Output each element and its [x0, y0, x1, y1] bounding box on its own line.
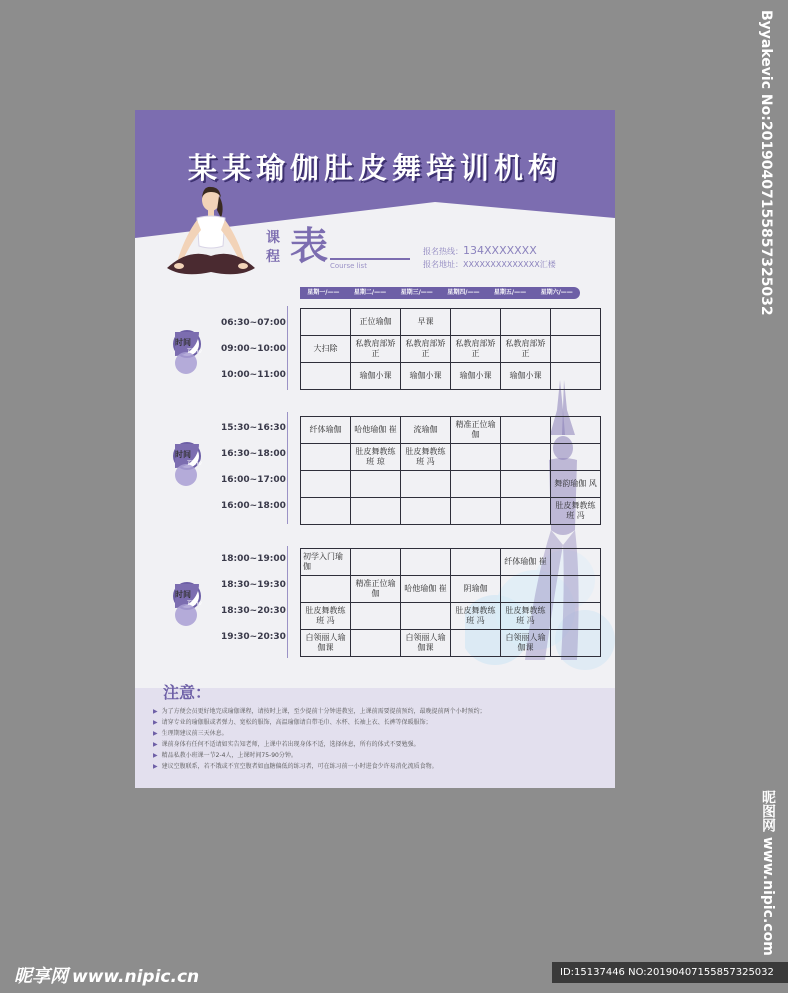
table-cell: 瑜伽小课 [401, 363, 451, 390]
badge-zh: 时间 [175, 590, 191, 599]
table-cell: 纤体瑜伽 崔 [501, 549, 551, 576]
time-slot: 10:00~11:00 [221, 370, 286, 380]
list-item: ▶ 精品私教小班课一节2-4人，上课时间75-90分钟。 [153, 752, 297, 759]
table-cell: 私教肩部矫正 [451, 336, 501, 363]
table-row [301, 576, 601, 603]
meditating-woman-icon [159, 186, 263, 284]
table-cell [301, 498, 351, 525]
table-cell: 白领丽人瑜伽课 [401, 630, 451, 657]
course-label [266, 229, 286, 267]
evening-schedule-table [300, 548, 601, 657]
table-cell [551, 549, 601, 576]
list-item: ▶ 请穿专业的瑜伽服或者弹力、宽松的服饰，高温瑜伽请自带毛巾、水杯、长袖上衣、长裤等保暖服饰； [153, 719, 432, 726]
table-row [301, 630, 601, 657]
time-slot: 19:30~20:30 [221, 632, 286, 642]
notes-list [153, 706, 486, 772]
table-cell [451, 309, 501, 336]
table-cell: 精准正位瑜伽 [351, 576, 401, 603]
course-big-char: 表 [290, 224, 329, 268]
time-slot: 15:30~16:30 [221, 423, 286, 433]
logo-url: www.nipic.cn [72, 967, 200, 987]
time-slot: 18:30~20:30 [221, 606, 286, 616]
table-cell [351, 630, 401, 657]
weekday-header-bar [300, 287, 580, 299]
table-cell: 舞韵瑜伽 风 [551, 471, 601, 498]
table-cell: 私教肩部矫正 [351, 336, 401, 363]
table-row [301, 603, 601, 630]
table-cell: 白领丽人瑜伽课 [301, 630, 351, 657]
address-value: XXXXXXXXXXXXXX汇楼 [463, 260, 556, 269]
hotline-label: 报名热线： [423, 247, 463, 256]
table-cell: 正位瑜伽 [351, 309, 401, 336]
table-cell [301, 444, 351, 471]
day-header: 星期三/—— [400, 289, 433, 296]
table-cell [401, 471, 451, 498]
watermark-text: 昵图网 www.nipic.com [760, 790, 776, 956]
table-cell [501, 444, 551, 471]
list-item: ▶ 建议空腹联系，若不饿或不宜空腹者如血糖偏低的练习者，可在练习前一小时进食少许易消化流质食物。 [153, 763, 438, 770]
table-cell [401, 549, 451, 576]
afternoon-timeline [287, 412, 288, 524]
table-cell: 哈他瑜伽 崔 [401, 576, 451, 603]
poster-title: 某某瑜伽肚皮舞培训机构 [187, 151, 562, 185]
table-cell [401, 603, 451, 630]
day-header: 星期六/—— [540, 289, 573, 296]
table-cell: 肚皮舞教练班 冯 [501, 603, 551, 630]
time-badge-afternoon [173, 442, 217, 486]
table-cell: 流瑜伽 [401, 417, 451, 444]
address [423, 259, 556, 270]
table-cell: 瑜伽小课 [451, 363, 501, 390]
badge-en: Time [187, 460, 202, 467]
nipic-logo [14, 962, 199, 988]
table-cell: 私教肩部矫正 [501, 336, 551, 363]
table-cell: 纤体瑜伽 [301, 417, 351, 444]
day-header: 星期二/—— [353, 289, 387, 296]
yoga-schedule-poster [135, 110, 615, 788]
table-cell: 早课 [401, 309, 451, 336]
table-cell: 肚皮舞教练班 冯 [301, 603, 351, 630]
table-cell [501, 417, 551, 444]
course-label-char-1: 课 [266, 230, 280, 246]
table-cell [451, 444, 501, 471]
list-item: ▶ 课前身体有任何不适请如实告知老师，上课中若出现身体不适，选择休息，所有的体式不要勉强。 [153, 741, 420, 748]
time-slot: 18:00~19:00 [221, 554, 286, 564]
table-cell [301, 309, 351, 336]
watermark-text: Byyakevic No:20190407155857325032 [758, 10, 774, 316]
table-cell: 肚皮舞教练班 冯 [551, 498, 601, 525]
table-cell [551, 576, 601, 603]
badge-zh: 时间 [175, 450, 191, 459]
table-cell [551, 309, 601, 336]
table-cell [401, 498, 451, 525]
time-slot: 16:00~17:00 [221, 475, 286, 485]
table-cell: 哈他瑜伽 崔 [351, 417, 401, 444]
time-slot: 16:30~18:00 [221, 449, 286, 459]
notes-title: 注意： [163, 683, 212, 702]
table-cell [551, 336, 601, 363]
table-row [301, 444, 601, 471]
hotline [423, 244, 537, 257]
time-badge-evening [173, 582, 217, 626]
evening-timeline [287, 546, 288, 658]
time-slot: 16:00~18:00 [221, 501, 286, 511]
hotline-value: 134XXXXXXX [463, 244, 537, 257]
time-slot: 18:30~19:30 [221, 580, 286, 590]
table-cell [551, 417, 601, 444]
logo-text: 昵享网 [14, 966, 68, 987]
table-cell [501, 498, 551, 525]
table-cell [351, 471, 401, 498]
badge-en: Time [187, 348, 202, 355]
table-cell: 大扫除 [301, 336, 351, 363]
watermark-right-bottom [758, 790, 784, 990]
table-cell [451, 630, 501, 657]
table-cell [451, 549, 501, 576]
list-item: ▶ 为了方便会员更好地完成瑜伽课程，请按时上课，至少提前十分钟进教室，上课前需要提前预约，最晚提前两个小时预约； [153, 708, 486, 715]
table-cell [551, 630, 601, 657]
table-cell [551, 603, 601, 630]
table-cell [351, 549, 401, 576]
table-cell: 肚皮舞教练班 冯 [451, 603, 501, 630]
table-cell [451, 471, 501, 498]
morning-timeline [287, 306, 288, 390]
table-row [301, 309, 601, 336]
notes-section [135, 688, 615, 788]
time-slot: 06:30~07:00 [221, 318, 286, 328]
table-cell: 白领丽人瑜伽课 [501, 630, 551, 657]
table-cell [551, 444, 601, 471]
badge-zh: 时间 [175, 338, 191, 347]
time-badge-morning [173, 330, 217, 374]
day-header: 星期五/—— [493, 289, 527, 296]
table-row [301, 498, 601, 525]
table-row [301, 336, 601, 363]
table-cell: 肚皮舞教练班 冯 [401, 444, 451, 471]
table-cell: 初学入门瑜伽 [301, 549, 351, 576]
table-row [301, 549, 601, 576]
course-label-char-2: 程 [266, 249, 280, 265]
list-item: ▶ 生理期建议前三天休息。 [153, 730, 228, 737]
course-title-underline [330, 258, 410, 260]
table-row [301, 363, 601, 390]
table-cell: 瑜伽小课 [351, 363, 401, 390]
table-cell [551, 363, 601, 390]
morning-schedule-table [300, 308, 601, 390]
time-slot: 09:00~10:00 [221, 344, 286, 354]
table-cell [501, 576, 551, 603]
watermark-right-top [758, 10, 784, 320]
image-id-strip: ID:15137446 NO:20190407155857325032 [552, 962, 788, 983]
day-header: 星期一/—— [307, 289, 340, 296]
table-cell [351, 603, 401, 630]
table-cell [501, 309, 551, 336]
table-cell [301, 363, 351, 390]
day-header: 星期四/—— [447, 289, 480, 296]
afternoon-schedule-table [300, 416, 601, 525]
table-cell [301, 576, 351, 603]
table-cell [451, 498, 501, 525]
table-cell: 私教肩部矫正 [401, 336, 451, 363]
table-cell [351, 498, 401, 525]
table-cell [501, 471, 551, 498]
table-cell [301, 471, 351, 498]
course-list-en: Course list [330, 262, 367, 270]
table-cell: 肚皮舞教练班 琼 [351, 444, 401, 471]
table-cell: 精准正位瑜伽 [451, 417, 501, 444]
address-label: 报名地址： [423, 260, 463, 269]
table-row [301, 417, 601, 444]
table-cell: 阴瑜伽 [451, 576, 501, 603]
table-cell: 瑜伽小课 [501, 363, 551, 390]
badge-en: Time [187, 600, 202, 607]
table-row [301, 471, 601, 498]
